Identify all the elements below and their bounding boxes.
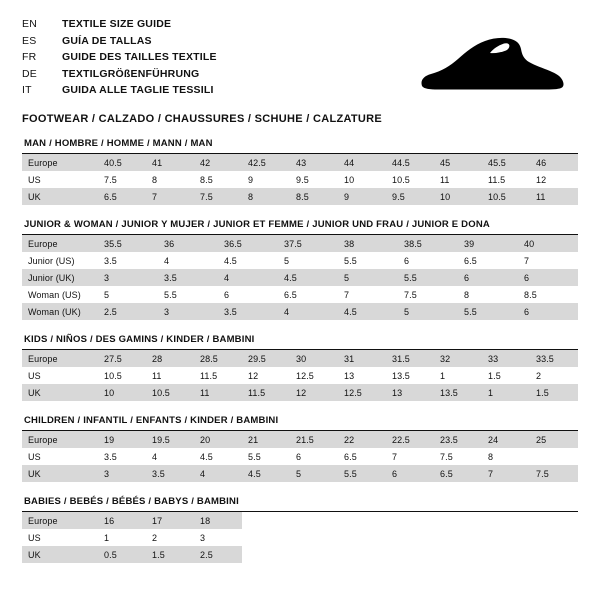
table-row xyxy=(22,252,578,269)
row-label: UK xyxy=(22,188,98,205)
cell: 4.5 xyxy=(242,465,290,482)
row-label: Junior (UK) xyxy=(22,269,98,286)
row-label: Woman (UK) xyxy=(22,303,98,320)
cell: 5 xyxy=(278,252,338,269)
table-row xyxy=(22,350,578,367)
cell: 1 xyxy=(434,367,482,384)
cell: 5.5 xyxy=(338,252,398,269)
table-row xyxy=(22,546,578,563)
cell: 3.5 xyxy=(146,465,194,482)
cell: 29.5 xyxy=(242,350,290,367)
cell-empty xyxy=(386,529,434,546)
size-table-children xyxy=(22,431,578,482)
cell-empty xyxy=(530,529,578,546)
cell: 4 xyxy=(158,252,218,269)
cell: 9 xyxy=(338,188,386,205)
table-row xyxy=(22,431,578,448)
cell: 5 xyxy=(98,286,158,303)
cell: 8 xyxy=(242,188,290,205)
cell: 13.5 xyxy=(434,384,482,401)
language-row xyxy=(22,33,217,50)
cell: 31 xyxy=(338,350,386,367)
cell-empty xyxy=(434,529,482,546)
cell-empty xyxy=(530,512,578,529)
cell-empty xyxy=(242,512,290,529)
cell: 12.5 xyxy=(338,384,386,401)
cell: 5.5 xyxy=(158,286,218,303)
cell: 7 xyxy=(146,188,194,205)
language-code: IT xyxy=(22,84,32,96)
cell: 45.5 xyxy=(482,154,530,171)
cell-empty xyxy=(434,512,482,529)
cell: 3 xyxy=(194,529,242,546)
cell: 21 xyxy=(242,431,290,448)
cell: 8.5 xyxy=(518,286,578,303)
section-junior-woman xyxy=(22,219,578,320)
language-row xyxy=(22,82,217,99)
cell: 5 xyxy=(290,465,338,482)
cell: 46 xyxy=(530,154,578,171)
cell: 6.5 xyxy=(278,286,338,303)
cell-empty xyxy=(530,546,578,563)
table-row xyxy=(22,286,578,303)
cell: 6 xyxy=(386,465,434,482)
cell-empty xyxy=(290,546,338,563)
cell: 19 xyxy=(98,431,146,448)
size-table-junior-woman xyxy=(22,235,578,320)
section-children xyxy=(22,415,578,482)
cell-empty xyxy=(386,512,434,529)
cell-empty xyxy=(290,512,338,529)
cell: 3 xyxy=(98,465,146,482)
language-title: TEXTILGRÖßENFÜHRUNG xyxy=(62,67,200,80)
cell: 36 xyxy=(158,235,218,252)
cell: 10 xyxy=(98,384,146,401)
cell: 2.5 xyxy=(98,303,158,320)
cell: 28.5 xyxy=(194,350,242,367)
cell: 7.5 xyxy=(530,465,578,482)
cell: 5.5 xyxy=(242,448,290,465)
language-title: GUIDA ALLE TAGLIE TESSILI xyxy=(62,84,214,96)
language-code: DE xyxy=(22,67,37,80)
cell: 32 xyxy=(434,350,482,367)
cell: 7.5 xyxy=(194,188,242,205)
table-row xyxy=(22,269,578,286)
size-table-kids xyxy=(22,350,578,401)
cell: 6.5 xyxy=(458,252,518,269)
table-row xyxy=(22,188,578,205)
document-header xyxy=(22,16,578,125)
cell: 11.5 xyxy=(242,384,290,401)
cell: 44 xyxy=(338,154,386,171)
table-row xyxy=(22,303,578,320)
section-kids xyxy=(22,334,578,401)
cell: 21.5 xyxy=(290,431,338,448)
cell: 6 xyxy=(518,303,578,320)
cell: 40 xyxy=(518,235,578,252)
cell: 31.5 xyxy=(386,350,434,367)
cell: 12 xyxy=(290,384,338,401)
language-code: EN xyxy=(22,18,37,30)
cell: 1.5 xyxy=(482,367,530,384)
table-row xyxy=(22,465,578,482)
table-row xyxy=(22,384,578,401)
cell-empty xyxy=(482,512,530,529)
cell: 20 xyxy=(194,431,242,448)
language-code: FR xyxy=(22,51,37,63)
cell: 11 xyxy=(434,171,482,188)
row-label: Europe xyxy=(22,235,98,252)
cell: 30 xyxy=(290,350,338,367)
cell: 2 xyxy=(530,367,578,384)
cell: 6 xyxy=(518,269,578,286)
cell: 10.5 xyxy=(98,367,146,384)
row-label: US xyxy=(22,529,98,546)
cell: 6 xyxy=(290,448,338,465)
cell: 6 xyxy=(218,286,278,303)
cell-empty xyxy=(338,546,386,563)
cell-empty xyxy=(338,512,386,529)
cell: 7.5 xyxy=(98,171,146,188)
cell: 18 xyxy=(194,512,242,529)
cell: 9 xyxy=(242,171,290,188)
cell: 33 xyxy=(482,350,530,367)
section-babies xyxy=(22,496,578,563)
cell-empty xyxy=(482,529,530,546)
language-code: ES xyxy=(22,34,37,47)
table-row xyxy=(22,529,578,546)
cell: 2.5 xyxy=(194,546,242,563)
dress-shoe-icon xyxy=(386,32,566,102)
cell: 10 xyxy=(434,188,482,205)
size-table-man xyxy=(22,154,578,205)
row-label: US xyxy=(22,448,98,465)
cell: 19.5 xyxy=(146,431,194,448)
cell: 35.5 xyxy=(98,235,158,252)
cell: 6.5 xyxy=(338,448,386,465)
table-row xyxy=(22,512,578,529)
cell: 12.5 xyxy=(290,367,338,384)
cell: 25 xyxy=(530,431,578,448)
cell: 13.5 xyxy=(386,367,434,384)
language-title: GUIDE DES TAILLES TEXTILE xyxy=(62,51,217,63)
cell: 10 xyxy=(338,171,386,188)
table-row xyxy=(22,367,578,384)
cell: 4 xyxy=(218,269,278,286)
cell-empty xyxy=(338,529,386,546)
size-table-babies xyxy=(22,512,578,563)
language-title: TEXTILE SIZE GUIDE xyxy=(62,18,172,30)
cell: 8.5 xyxy=(290,188,338,205)
cell: 3.5 xyxy=(158,269,218,286)
row-label: UK xyxy=(22,384,98,401)
cell: 39 xyxy=(458,235,518,252)
row-label: Europe xyxy=(22,350,98,367)
table-row xyxy=(22,235,578,252)
row-label: Europe xyxy=(22,431,98,448)
cell: 5 xyxy=(338,269,398,286)
cell: 10.5 xyxy=(386,171,434,188)
cell: 12 xyxy=(530,171,578,188)
cell: 4.5 xyxy=(278,269,338,286)
cell: 3 xyxy=(98,269,158,286)
cell: 42.5 xyxy=(242,154,290,171)
cell: 4.5 xyxy=(338,303,398,320)
cell: 12 xyxy=(242,367,290,384)
cell: 7.5 xyxy=(434,448,482,465)
cell: 8 xyxy=(458,286,518,303)
cell: 8 xyxy=(146,171,194,188)
cell-empty xyxy=(482,546,530,563)
cell: 9.5 xyxy=(386,188,434,205)
section-man xyxy=(22,138,578,205)
section-title: MAN / HOMBRE / HOMME / MANN / MAN xyxy=(22,138,578,154)
cell: 1.5 xyxy=(530,384,578,401)
table-row xyxy=(22,171,578,188)
cell: 10.5 xyxy=(482,188,530,205)
row-label: Junior (US) xyxy=(22,252,98,269)
cell: 22.5 xyxy=(386,431,434,448)
cell: 1.5 xyxy=(146,546,194,563)
cell: 6.5 xyxy=(98,188,146,205)
cell: 3.5 xyxy=(98,448,146,465)
cell: 1 xyxy=(482,384,530,401)
cell: 1 xyxy=(98,529,146,546)
cell: 43 xyxy=(290,154,338,171)
cell: 22 xyxy=(338,431,386,448)
row-label: US xyxy=(22,171,98,188)
section-title: KIDS / NIÑOS / DES GAMINS / KINDER / BAMBINI xyxy=(22,334,578,350)
language-row xyxy=(22,16,217,33)
language-title: GUÍA DE TALLAS xyxy=(62,34,152,47)
cell: 11 xyxy=(146,367,194,384)
section-title: JUNIOR & WOMAN / JUNIOR Y MUJER / JUNIOR ET FEMME / JUNIOR UND FRAU / JUNIOR E DONA xyxy=(22,219,578,235)
cell: 33.5 xyxy=(530,350,578,367)
cell: 4.5 xyxy=(218,252,278,269)
row-label: UK xyxy=(22,465,98,482)
cell-empty xyxy=(434,546,482,563)
cell: 7 xyxy=(518,252,578,269)
cell: 5 xyxy=(398,303,458,320)
cell-empty xyxy=(290,529,338,546)
cell: 11 xyxy=(530,188,578,205)
cell: 13 xyxy=(386,384,434,401)
cell: 28 xyxy=(146,350,194,367)
cell: 38.5 xyxy=(398,235,458,252)
table-row xyxy=(22,154,578,171)
cell: 8 xyxy=(482,448,530,465)
section-title: BABIES / BEBÉS / BÉBÉS / BABYS / BAMBINI xyxy=(22,496,578,512)
cell: 4 xyxy=(278,303,338,320)
language-row xyxy=(22,49,217,66)
cell: 37.5 xyxy=(278,235,338,252)
cell: 9.5 xyxy=(290,171,338,188)
cell: 41 xyxy=(146,154,194,171)
cell: 38 xyxy=(338,235,398,252)
cell: 4.5 xyxy=(194,448,242,465)
cell: 8.5 xyxy=(194,171,242,188)
cell: 40.5 xyxy=(98,154,146,171)
cell: 16 xyxy=(98,512,146,529)
cell: 3.5 xyxy=(98,252,158,269)
language-title-list xyxy=(22,16,217,99)
cell: 7.5 xyxy=(398,286,458,303)
cell: 4 xyxy=(146,448,194,465)
row-label: Woman (US) xyxy=(22,286,98,303)
cell-empty xyxy=(242,529,290,546)
cell: 5.5 xyxy=(458,303,518,320)
cell: 36.5 xyxy=(218,235,278,252)
cell: 17 xyxy=(146,512,194,529)
cell: 44.5 xyxy=(386,154,434,171)
cell xyxy=(530,448,578,465)
cell: 6.5 xyxy=(434,465,482,482)
cell: 11.5 xyxy=(194,367,242,384)
cell: 11 xyxy=(194,384,242,401)
cell: 24 xyxy=(482,431,530,448)
section-title: CHILDREN / INFANTIL / ENFANTS / KINDER / BAMBINI xyxy=(22,415,578,431)
language-row xyxy=(22,66,217,83)
cell: 45 xyxy=(434,154,482,171)
row-label: Europe xyxy=(22,512,98,529)
cell: 13 xyxy=(338,367,386,384)
cell: 0.5 xyxy=(98,546,146,563)
category-line: FOOTWEAR / CALZADO / CHAUSSURES / SCHUHE / CALZATURE xyxy=(22,112,383,125)
cell-empty xyxy=(242,546,290,563)
cell: 5.5 xyxy=(338,465,386,482)
cell: 7 xyxy=(338,286,398,303)
cell: 27.5 xyxy=(98,350,146,367)
cell: 3.5 xyxy=(218,303,278,320)
row-label: US xyxy=(22,367,98,384)
cell: 10.5 xyxy=(146,384,194,401)
row-label: UK xyxy=(22,546,98,563)
cell: 6 xyxy=(398,252,458,269)
cell: 3 xyxy=(158,303,218,320)
cell: 5.5 xyxy=(398,269,458,286)
table-row xyxy=(22,448,578,465)
cell: 4 xyxy=(194,465,242,482)
cell: 2 xyxy=(146,529,194,546)
cell: 23.5 xyxy=(434,431,482,448)
cell: 42 xyxy=(194,154,242,171)
row-label: Europe xyxy=(22,154,98,171)
cell: 6 xyxy=(458,269,518,286)
cell: 7 xyxy=(482,465,530,482)
cell: 11.5 xyxy=(482,171,530,188)
cell: 7 xyxy=(386,448,434,465)
cell-empty xyxy=(386,546,434,563)
